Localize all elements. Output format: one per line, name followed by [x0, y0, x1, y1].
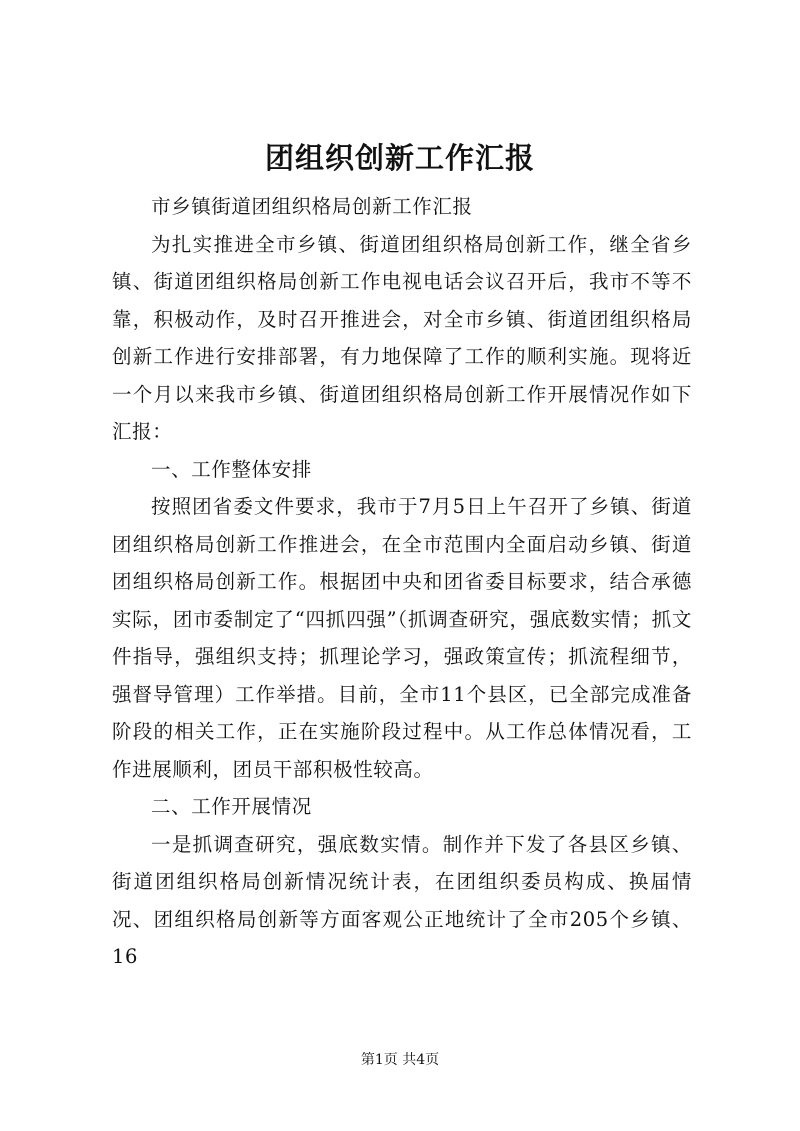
- paragraph-section-1: 按照团省委文件要求，我市于7月5日上午召开了乡镇、街道团组织格局创新工作推进会，在全市范围内全面启动乡镇、街道团组织格局创新工作。根据团中央和团省委目标要求，结合承德实际，团市委制定了“四抓四强”（抓调查研究，强底数实情；抓文件指导，强组织支持；抓理论学习，强政策宣传；抓流程细节，强督导管理）工作举措。目前，全市11个县区，已全部完成准备阶段的相关工作，正在实施阶段过程中。从工作总体情况看，工作进展顺利，团员干部积极性较高。: [112, 495, 692, 781]
- section-heading-2: 二、工作开展情况: [151, 795, 312, 818]
- paragraph-section-2: 一是抓调查研究，强底数实情。制作并下发了各县区乡镇、街道团组织格局创新情况统计表，在团组织委员构成、换届情况、团组织格局创新等方面客观公正地统计了全市205个乡镇、16: [112, 832, 692, 968]
- paragraph-intro: 为扎实推进全市乡镇、街道团组织格局创新工作，继全省乡镇、街道团组织格局创新工作电视电话会议召开后，我市不等不靠，积极动作，及时召开推进会，对全市乡镇、街道团组织格局创新工作进行安排部署，有力地保障了工作的顺利实施。现将近一个月以来我市乡镇、街道团组织格局创新工作开展情况作如下汇报：: [112, 232, 692, 443]
- page-number: 第1页 共4页: [360, 1052, 440, 1068]
- page-footer: [0, 1049, 800, 1069]
- paragraph-subtitle: 市乡镇街道团组织格局创新工作汇报: [151, 195, 473, 218]
- document-title: 团组织创新工作汇报: [264, 141, 535, 175]
- document-body: [112, 188, 692, 976]
- section-heading-1: 一、工作整体安排: [151, 457, 312, 481]
